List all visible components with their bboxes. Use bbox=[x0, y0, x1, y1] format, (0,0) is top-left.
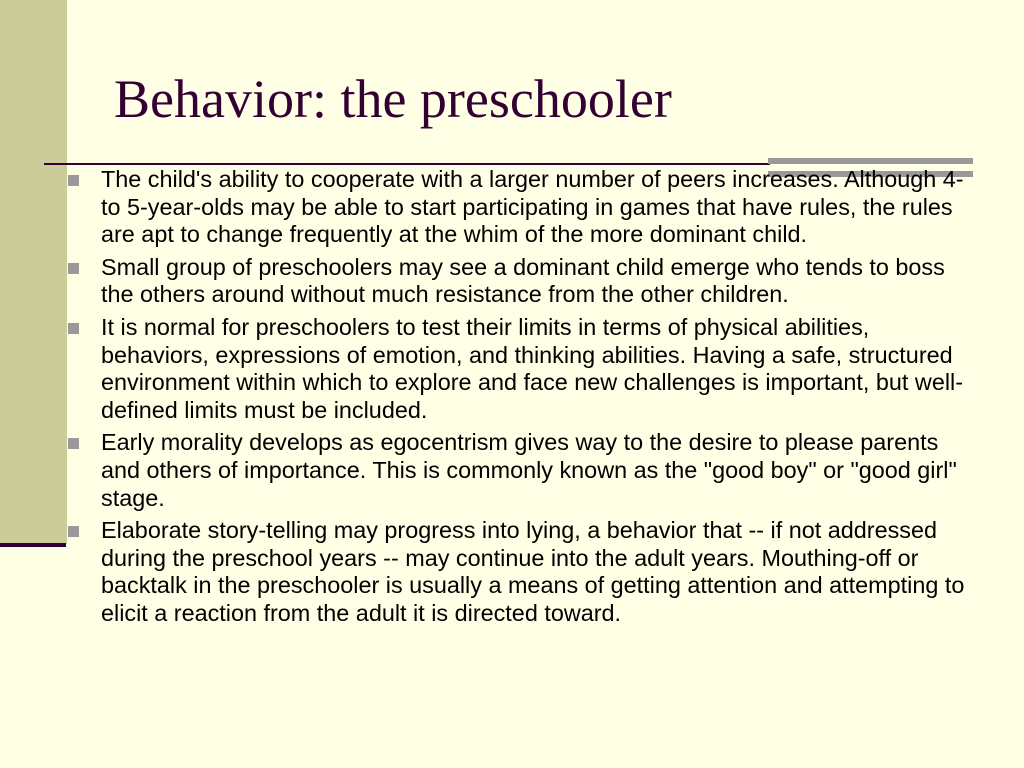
bullet-text: It is normal for preschoolers to test their limits in terms of physical abilities, behaviors, expressions of emotion, and thinking abilities. Having a safe, structured environment within which to explore and face new challenges is important, but well-defined limits must be included. bbox=[101, 313, 964, 423]
slide-title: Behavior: the preschooler bbox=[114, 69, 672, 129]
left-sidebar-bar bbox=[0, 0, 67, 544]
square-bullet-icon bbox=[68, 438, 79, 449]
left-accent-line bbox=[0, 543, 66, 547]
bullet-item bbox=[64, 314, 979, 424]
bullet-list bbox=[64, 166, 979, 633]
bullet-text: Early morality develops as egocentrism gives way to the desire to please parents and others of importance. This is commonly known as the "good boy" or "good girl" stage. bbox=[101, 429, 957, 511]
accent-stripe-top bbox=[768, 158, 973, 164]
bullet-item bbox=[64, 517, 979, 627]
square-bullet-icon bbox=[68, 526, 79, 537]
bullet-item bbox=[64, 254, 979, 309]
square-bullet-icon bbox=[68, 175, 79, 186]
bullet-item bbox=[64, 166, 979, 249]
title-underline bbox=[44, 163, 770, 165]
square-bullet-icon bbox=[68, 263, 79, 274]
bullet-text: Elaborate story-telling may progress into lying, a behavior that -- if not addressed during the preschool years -- may continue into the adult years. Mouthing-off or backtalk in the preschooler is usually a means of getting attention and attempting to elicit a reaction from the adult it is directed toward. bbox=[101, 517, 965, 626]
bullet-text: The child's ability to cooperate with a larger number of peers increases. Although 4- to 5-year-olds may be able to start participating in games that have rules, the rules are apt to change frequently at the whim of the more dominant child. bbox=[101, 166, 964, 248]
square-bullet-icon bbox=[68, 323, 79, 334]
bullet-item bbox=[64, 429, 979, 512]
bullet-text: Small group of preschoolers may see a dominant child emerge who tends to boss the others around without much resistance from the other children. bbox=[101, 253, 945, 308]
